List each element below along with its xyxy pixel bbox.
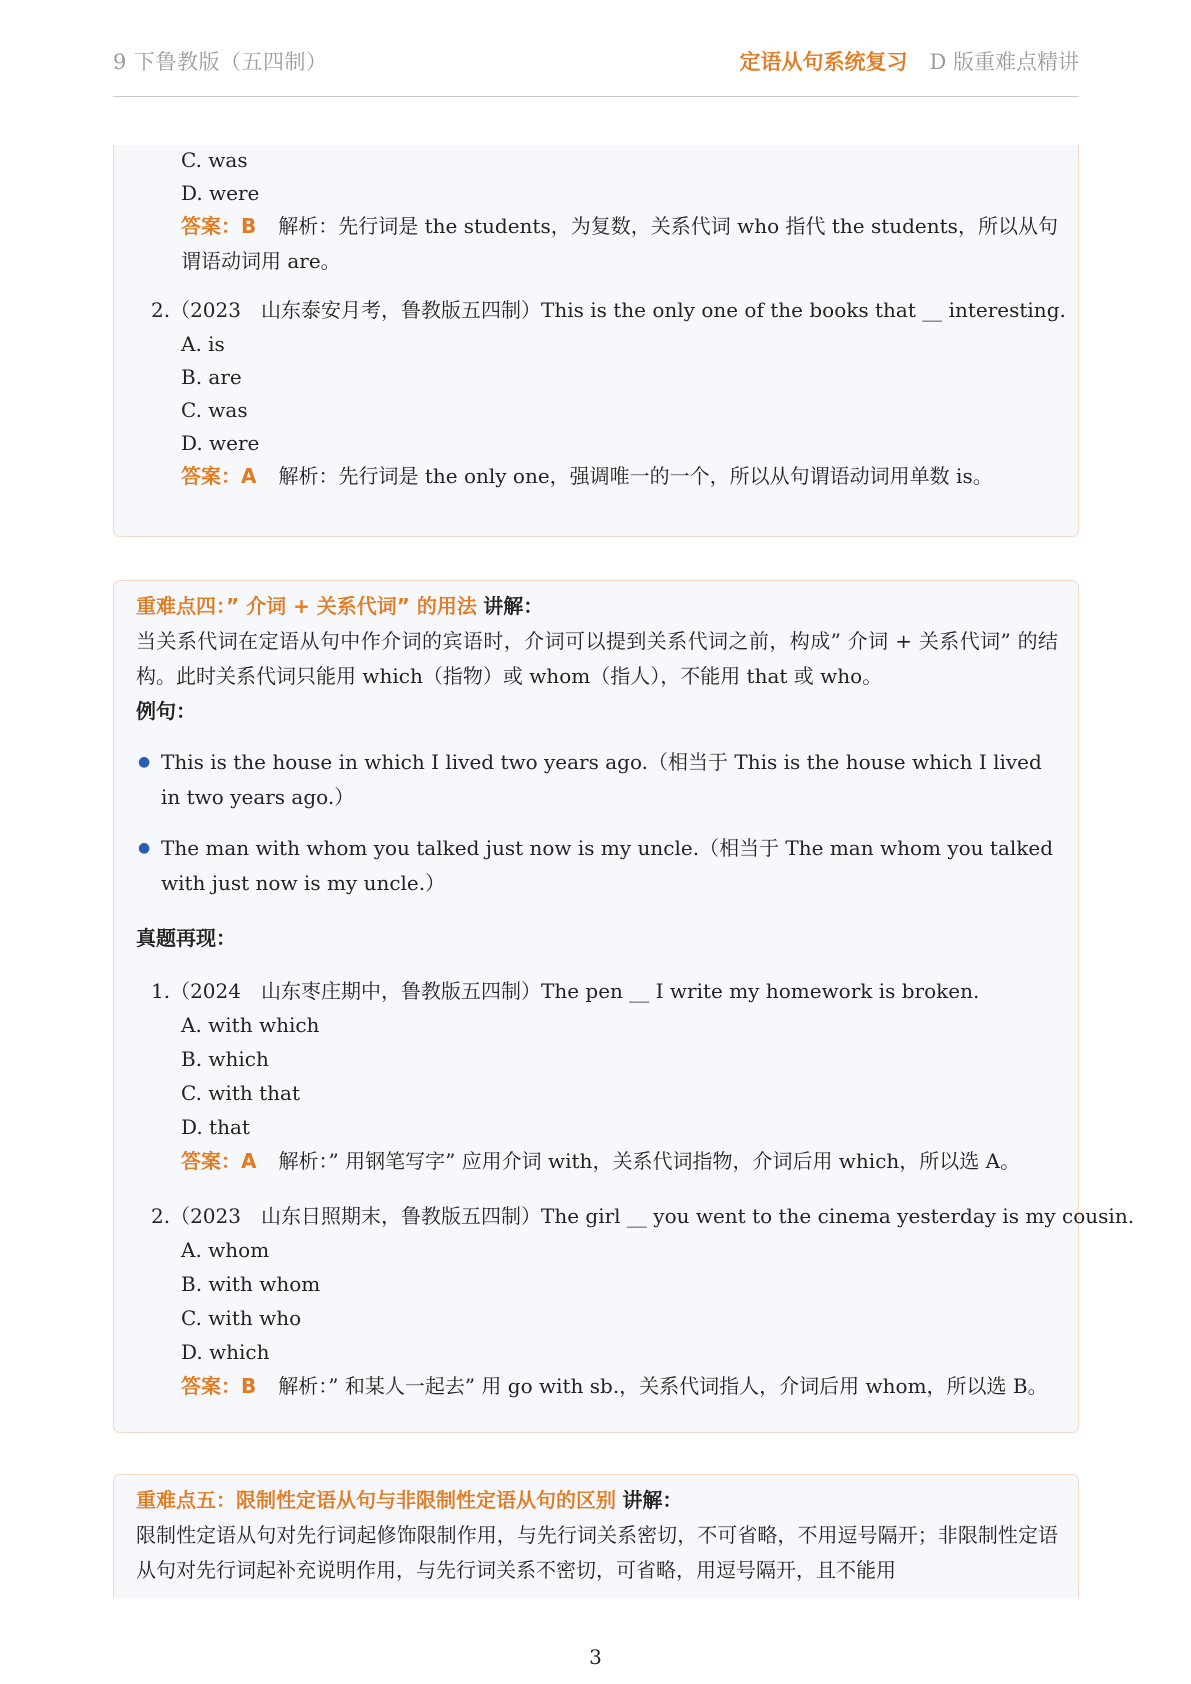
section4-explanation: 当关系代词在定语从句中作介词的宾语时，介词可以提到关系代词之前，构成” 介词 + 关系代词” 的结构。此时关系代词只能用 which（指物）或 whom（指人），不能用 that 或 who。 — [136, 629, 1058, 688]
s4-q2-answer — [181, 1369, 1058, 1404]
section3-continuation-box — [113, 145, 1079, 537]
section4-box — [113, 580, 1135, 1433]
s4-q1-option-d: D. that — [181, 1115, 250, 1139]
page-header — [113, 42, 1079, 97]
s4-q1-option-c: C. with that — [181, 1081, 300, 1105]
bullet-icon: ● — [138, 840, 151, 856]
s4-q2-option-d: D. which — [181, 1340, 270, 1364]
section4-heading — [136, 589, 543, 624]
q1-option-c: C. was — [181, 148, 248, 172]
answer-explanation: 解析：” 用钢笔写字” 应用介词 with，关系代词指物，介词后用 which，所以选 A。 — [278, 1149, 1021, 1173]
example-item — [138, 831, 1058, 901]
example-text: The man with whom you talked just now is my uncle.（相当于 The man whom you talked with just now is my uncle.） — [161, 836, 1054, 895]
s4-q2-option-a: A. whom — [181, 1238, 270, 1262]
section5-title: 重难点五：限制性定语从句与非限制性定语从句的区别 — [136, 1488, 616, 1512]
answer-explanation: 解析：先行词是 the students，为复数，关系代词 who 指代 the students，所以从句谓语动词用 are。 — [181, 214, 1058, 273]
q1-answer — [181, 209, 1058, 279]
header-grade-label: 9 下鲁教版（五四制） — [113, 50, 328, 74]
answer-label: 答案：A — [181, 1149, 257, 1173]
s4-q1-option-b: B. which — [181, 1047, 269, 1071]
q2-question: 2.（2023 山东泰安月考，鲁教版五四制）This is the only one of the books that __ interesting. — [151, 298, 1066, 322]
answer-label: 答案：B — [181, 1374, 257, 1398]
answer-explanation: 解析：先行词是 the only one，强调唯一的一个，所以从句谓语动词用单数 is。 — [278, 464, 993, 488]
answer-label: 答案：B — [181, 214, 257, 238]
answer-explanation: 解析：” 和某人一起去” 用 go with sb.，关系代词指人，介词后用 whom，所以选 B。 — [278, 1374, 1048, 1398]
examples-label: 例句： — [136, 699, 196, 723]
s4-q1-question: 1.（2024 山东枣庄期中，鲁教版五四制）The pen __ I write my homework is broken. — [151, 979, 980, 1003]
s4-q1-answer — [181, 1144, 1058, 1179]
q2-option-c: C. was — [181, 398, 248, 422]
section5-title-suffix: 讲解： — [622, 1488, 683, 1512]
example-item — [138, 745, 1058, 815]
section5-explanation: 限制性定语从句对先行词起修饰限制作用，与先行词关系密切，不可省略，不用逗号隔开；非限制性定语从句对先行词起补充说明作用，与先行词关系不密切，可省略，用逗号隔开，且不能用 — [136, 1523, 1058, 1582]
q2-answer — [181, 459, 1058, 494]
answer-label: 答案：A — [181, 464, 257, 488]
q2-option-b: B. are — [181, 365, 242, 389]
header-subtitle: D 版重难点精讲 — [929, 50, 1079, 74]
q1-option-d: D. were — [181, 181, 260, 205]
section4-title: 重难点四：” 介词 + 关系代词” 的用法 — [136, 594, 477, 618]
q2-option-d: D. were — [181, 431, 260, 455]
header-title: 定语从句系统复习 — [739, 50, 908, 74]
s4-q1-option-a: A. with which — [181, 1013, 320, 1037]
q2-option-a: A. is — [181, 332, 225, 356]
s4-q2-question: 2.（2023 山东日照期末，鲁教版五四制）The girl __ you went to the cinema yesterday is my cousin. — [151, 1204, 1135, 1228]
header-right — [739, 46, 1079, 76]
section4-title-suffix: 讲解： — [483, 594, 544, 618]
s4-q2-option-c: C. with who — [181, 1306, 302, 1330]
practice-label: 真题再现： — [136, 926, 236, 950]
bullet-icon: ● — [138, 754, 151, 770]
section5-heading — [136, 1483, 682, 1518]
s4-q2-option-b: B. with whom — [181, 1272, 321, 1296]
section5-box — [113, 1474, 1079, 1598]
example-text: This is the house in which I lived two years ago.（相当于 This is the house which I lived in two years ago.） — [161, 750, 1042, 809]
page-number: 3 — [589, 1645, 602, 1669]
